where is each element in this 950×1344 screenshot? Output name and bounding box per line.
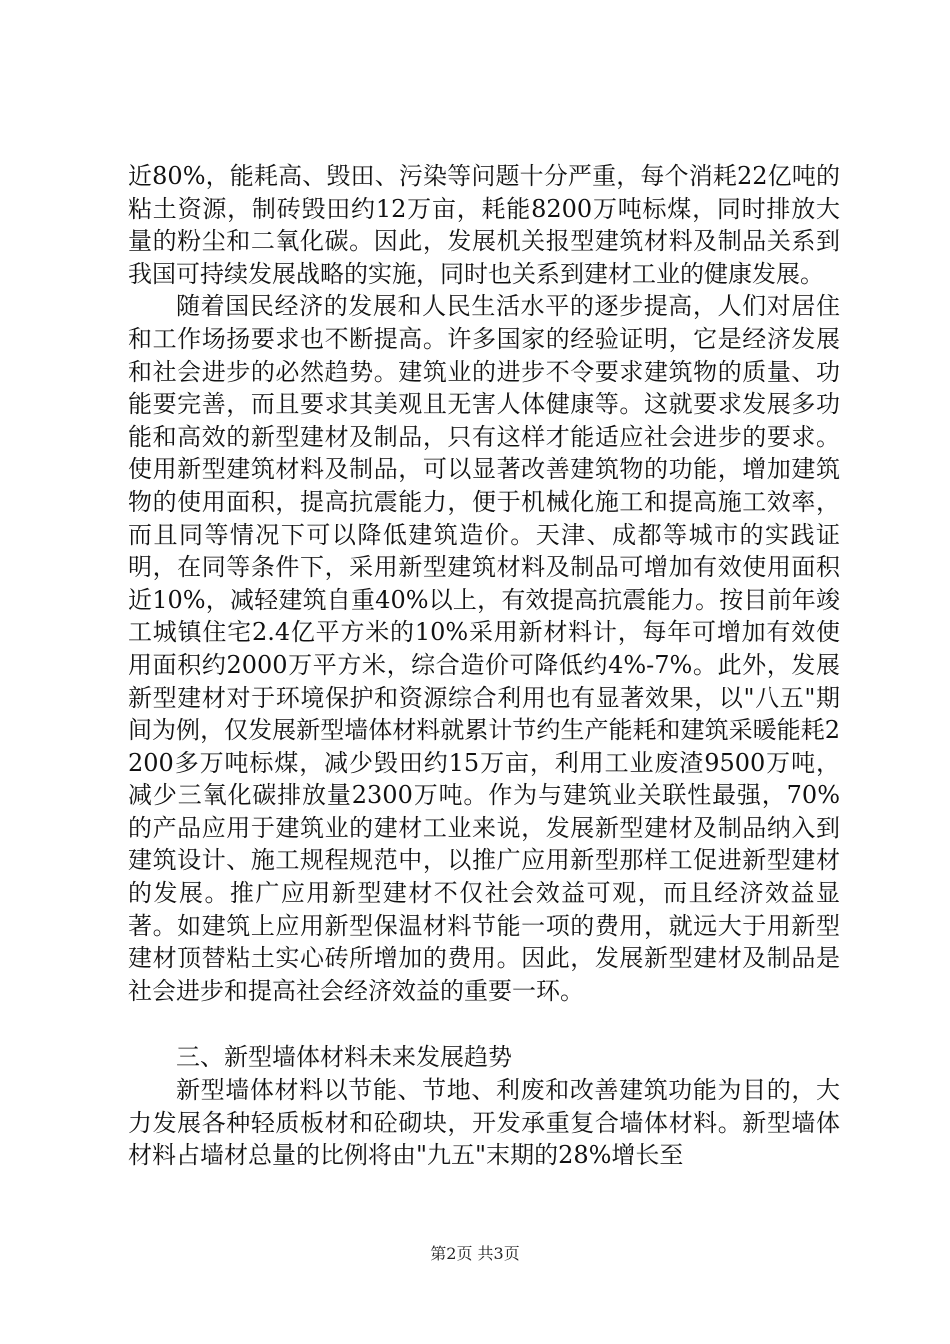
page-footer: 第2页 共3页 <box>430 1244 520 1263</box>
paragraph-development-benefits: 随着国民经济的发展和人民生活水平的逐步提高，人们对居住和工作场扬要求也不断提高。许多国家的经验证明，它是经济发展和社会进步的必然趋势。建筑业的进步不令要求建筑物的质量、功能要完善，而且要求其美观且无害人体健康等。这就要求发展多功能和高效的新型建材及制品，只有这样才能适应社会进步的要求。使用新型建筑材料及制品，可以显著改善建筑物的功能，增加建筑物的使用面积，提高抗震能力，便于机械化施工和提高施工效率，而且同等情况下可以降低建筑造价。天津、成都等城市的实践证明，在同等条件下，采用新型建筑材料及制品可增加有效使用面积近10%，减轻建筑自重40%以上，有效提高抗震能力。按目前年竣工城镇住宅2.4亿平方米的10%采用新材料计，每年可增加有效使用面积约2000万平方米，综合造价可降低约4%-7%。此外，发展新型建材对于环境保护和资源综合利用也有显著效果，以"八五"期间为例，仅发展新型墙体材料就累计节约生产能耗和建筑采暖能耗2200多万吨标煤，减少毁田约15万亩，利用工业废渣9500万吨，减少三氧化碳排放量2300万吨。作为与建筑业关联性最强，70%的产品应用于建筑业的建材工业来说，发展新型建材及制品纳入到建筑设计、施工规程规范中，以推广应用新型那样工促进新型建材的发展。推广应用新型建材不仅社会效益可观，而且经济效益显著。如建筑上应用新型保温材料节能一项的费用，就远大于用新型建材顶替粘土实心砖所增加的费用。因此，发展新型建材及制品是社会进步和提高社会经济效益的重要一环。 <box>128 292 840 1005</box>
document-body <box>128 160 840 1172</box>
paragraph-future-trends: 新型墙体材料以节能、节地、利废和改善建筑功能为目的，大力发展各种轻质板材和砼砌块，开发承重复合墙体材料。新型墙体材料占墙材总量的比例将由"九五"末期的28%增长至 <box>128 1076 840 1170</box>
section-heading: 三、新型墙体材料未来发展趋势 <box>176 1043 512 1072</box>
paragraph-continued: 近80%，能耗高、毁田、污染等问题十分严重，每个消耗22亿吨的粘土资源，制砖毁田约12万亩，耗能8200万吨标煤，同时排放大量的粉尘和二氧化碳。因此，发展机关报型建筑材料及制品关系到我国可持续发展战略的实施，同时也关系到建材工业的健康发展。 <box>128 162 840 288</box>
paragraph-spacer <box>128 1007 840 1041</box>
